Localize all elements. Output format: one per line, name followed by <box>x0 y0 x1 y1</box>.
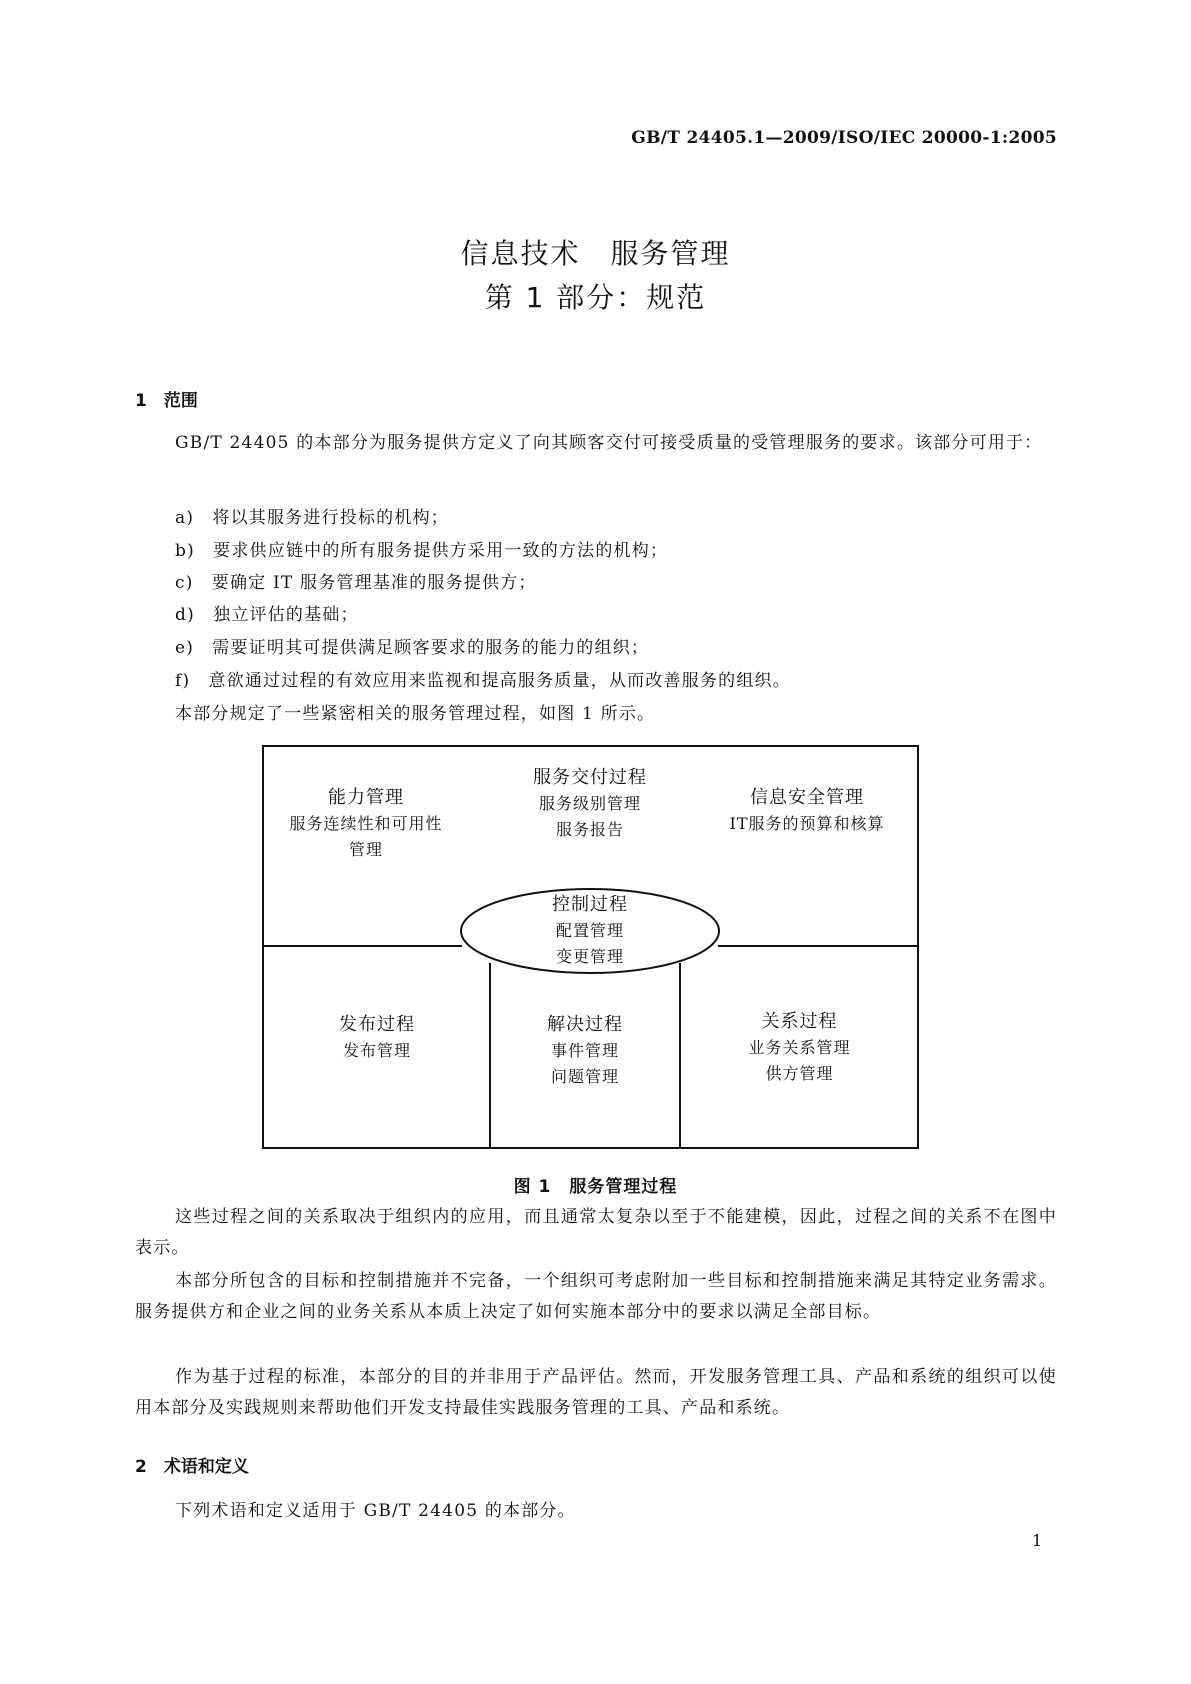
capacity-management-box <box>266 785 466 863</box>
information-security-box <box>702 785 912 837</box>
release-process-box <box>266 1012 488 1064</box>
list-item: e) 需要证明其可提供满足顾客要求的服务的能力的组织； <box>175 638 650 658</box>
section-1-intro: GB/T 24405 的本部分为服务提供方定义了向其顾客交付可接受质量的受管理服务的要求。该部分可用于： <box>175 433 1043 453</box>
page-number: 1 <box>1032 1531 1043 1550</box>
box-title: 解决过程 <box>547 1014 623 1035</box>
box-line: 变更管理 <box>555 947 624 966</box>
list-item: c) 要确定 IT 服务管理基准的服务提供方； <box>175 573 537 593</box>
section-1-heading: 1 范围 <box>135 391 198 411</box>
figure-intro: 本部分规定了一些紧密相关的服务管理过程，如图 1 所示。 <box>175 704 656 724</box>
figure-caption: 图 1 服务管理过程 <box>513 1177 678 1197</box>
section-2-intro: 下列术语和定义适用于 GB/T 24405 的本部分。 <box>175 1501 576 1521</box>
box-line: 事件管理 <box>550 1041 619 1060</box>
resolution-process-box <box>492 1012 678 1090</box>
box-line: 管理 <box>348 840 383 859</box>
box-line: 服务报告 <box>555 820 624 839</box>
box-title: 能力管理 <box>328 787 404 808</box>
paragraph: 作为基于过程的标准，本部分的目的并非用于产品评估。然而，开发服务管理工具、产品和系统的组织可以使用本部分及实践规则来帮助他们开发支持最佳实践服务管理的工具、产品和系统。 <box>135 1367 1057 1418</box>
box-line: 供方管理 <box>765 1064 834 1083</box>
box-line: 问题管理 <box>550 1067 619 1086</box>
section-2-heading: 2 术语和定义 <box>135 1457 249 1477</box>
service-delivery-box <box>480 765 700 843</box>
paragraph: 本部分所包含的目标和控制措施并不完备，一个组织可考虑附加一些目标和控制措施来满足其特定业务需求。服务提供方和企业之间的业务关系从本质上决定了如何实施本部分中的要求以满足全部目标。 <box>135 1271 1057 1322</box>
control-process-box <box>490 892 690 970</box>
list-item: d) 独立评估的基础； <box>175 605 359 625</box>
box-line: 服务级别管理 <box>538 794 641 813</box>
service-management-diagram <box>262 745 919 1149</box>
relationship-process-box <box>682 1009 917 1087</box>
standard-code: GB/T 24405.1—2009/ISO/IEC 20000-1:2005 <box>631 128 1057 148</box>
document-subtitle: 第 1 部分：规范 <box>484 281 707 314</box>
document-title: 信息技术 服务管理 <box>460 237 731 270</box>
box-title: 发布过程 <box>339 1014 415 1035</box>
list-item: f) 意欲通过过程的有效应用来监视和提高服务质量，从而改善服务的组织。 <box>175 671 791 691</box>
box-line: 发布管理 <box>342 1041 411 1060</box>
box-title: 服务交付过程 <box>533 767 647 788</box>
box-line: 业务关系管理 <box>748 1038 851 1057</box>
box-line: 服务连续性和可用性 <box>289 814 443 833</box>
box-title: 关系过程 <box>761 1011 838 1032</box>
paragraph: 这些过程之间的关系取决于组织内的应用，而且通常太复杂以至于不能建模，因此，过程之间的关系不在图中表示。 <box>135 1207 1057 1258</box>
box-line: IT服务的预算和核算 <box>729 814 885 833</box>
box-line: 配置管理 <box>555 921 624 940</box>
list-item: a) 将以其服务进行投标的机构； <box>175 508 449 528</box>
list-item: b) 要求供应链中的所有服务提供方采用一致的方法的机构； <box>175 541 669 561</box>
box-title: 信息安全管理 <box>750 787 864 808</box>
box-title: 控制过程 <box>552 894 628 915</box>
